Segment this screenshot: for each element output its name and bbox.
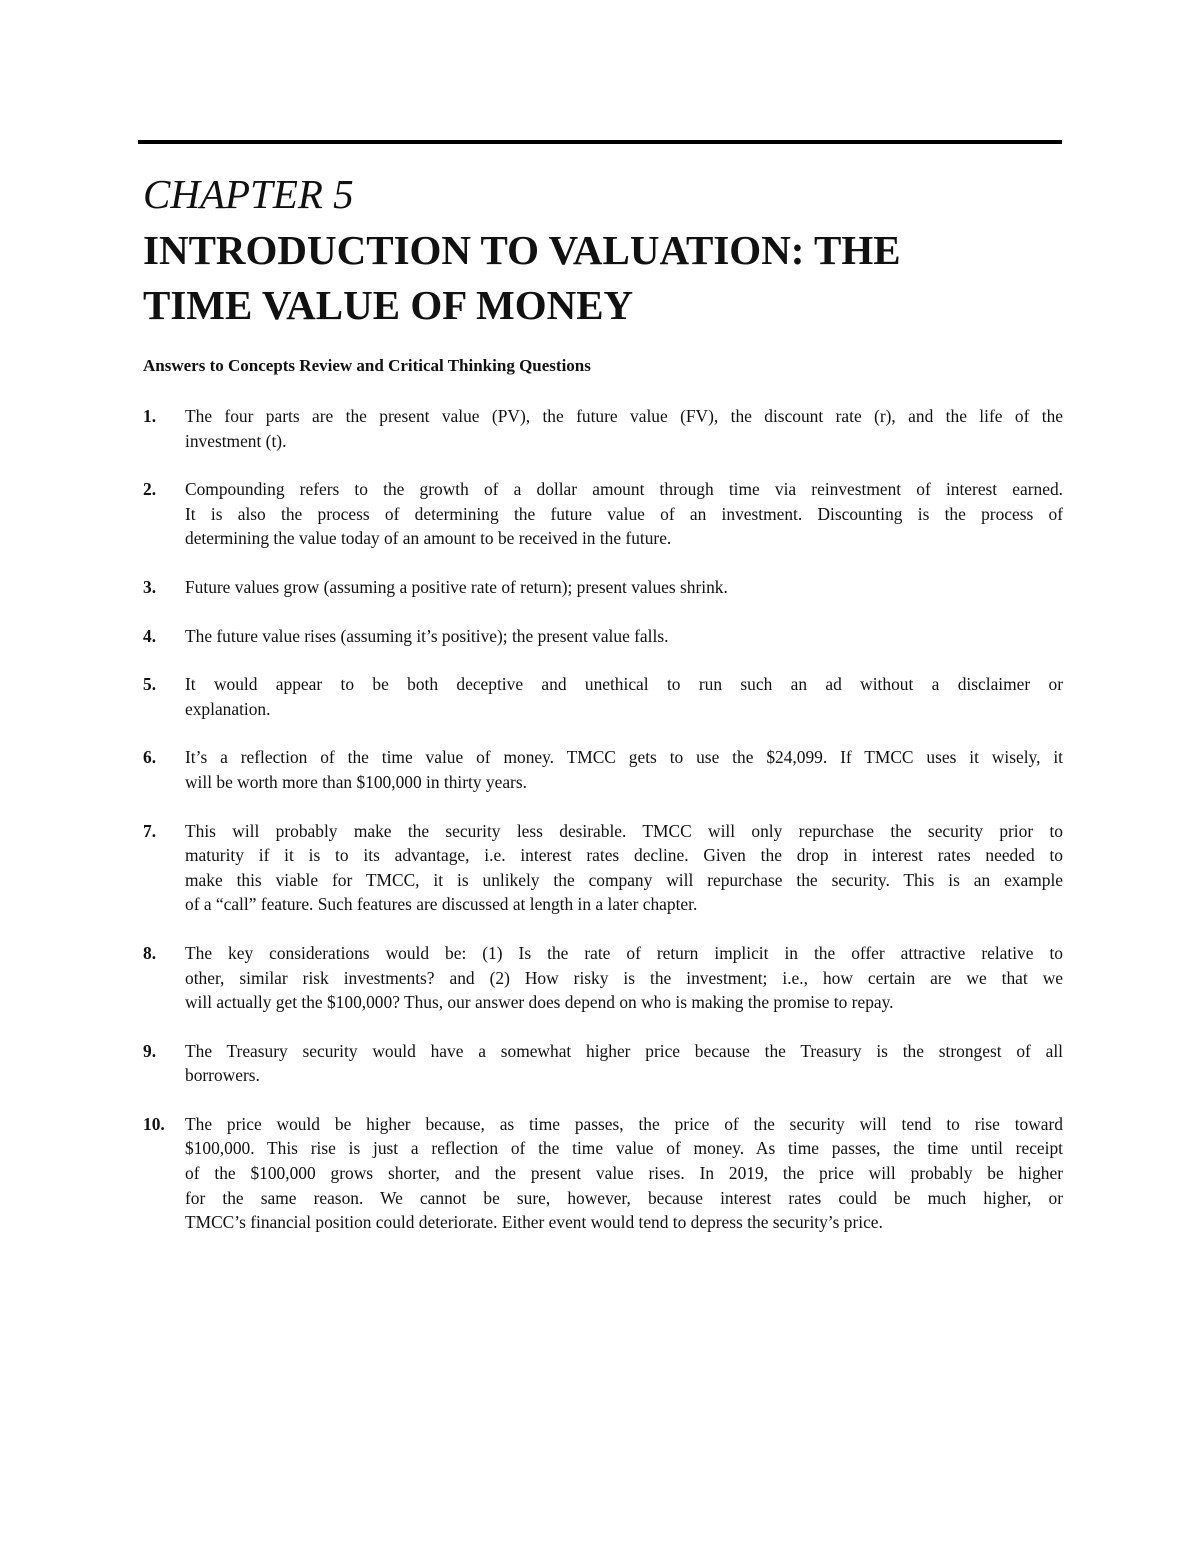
answer-line: This will probably make the security less desirable. TMCC will only repurchase the security prior to: [185, 820, 1063, 841]
answer-text: [185, 404, 1063, 453]
answer-item: [143, 404, 1063, 453]
answer-line: $100,000. This rise is just a reflection of the time value of money. As time passes, the time until receipt: [185, 1138, 1063, 1159]
answer-item: [143, 745, 1063, 794]
answer-text: [185, 575, 1063, 600]
chapter-title: [143, 223, 1063, 333]
answer-line: make this viable for TMCC, it is unlikely the company will repurchase the security. This is an example: [185, 869, 1063, 890]
answer-line: explanation.: [185, 698, 271, 719]
answer-text: [185, 745, 1063, 794]
answer-text: [185, 477, 1063, 551]
answers-list: [143, 404, 1063, 1259]
answer-line: The key considerations would be: (1) Is the rate of return implicit in the offer attractive relative to: [185, 942, 1063, 963]
answer-text: [185, 1112, 1063, 1235]
answer-text: [185, 819, 1063, 917]
answer-line: determining the value today of an amount to be received in the future.: [185, 528, 672, 549]
answer-number: 1.: [143, 406, 157, 426]
answer-item: [143, 624, 1063, 649]
answer-number: 3.: [143, 576, 157, 597]
answer-line: Future values grow (assuming a positive rate of return); present values shrink.: [185, 576, 728, 597]
answer-line: of the $100,000 grows shorter, and the present value rises. In 2019, the price will probably be higher: [185, 1163, 1063, 1184]
answer-number: 4.: [143, 625, 157, 646]
answer-number: 10.: [143, 1113, 165, 1134]
answer-line: of a “call” feature. Such features are discussed at length in a later chapter.: [185, 894, 698, 915]
answer-item: [143, 1112, 1063, 1235]
answer-line: The future value rises (assuming it’s positive); the present value falls.: [185, 625, 669, 646]
answer-number: 9.: [143, 1040, 157, 1061]
chapter-title-line: TIME VALUE OF MONEY: [143, 282, 634, 328]
answer-item: [143, 477, 1063, 551]
answer-item: [143, 819, 1063, 917]
answer-item: [143, 672, 1063, 721]
answer-number: 2.: [143, 479, 157, 500]
answer-line: The four parts are the present value (PV), the future value (FV), the discount rate (r), and the life of the: [185, 406, 1063, 426]
answer-text: [185, 624, 1063, 649]
answer-line: will be worth more than $100,000 in thirty years.: [185, 771, 527, 792]
answer-line: It is also the process of determining the future value of an investment. Discounting is the process of: [185, 503, 1063, 524]
chapter-label: CHAPTER 5: [143, 171, 354, 217]
answer-number: 7.: [143, 820, 157, 841]
answer-text: [185, 941, 1063, 1015]
answer-number: 8.: [143, 942, 157, 963]
answer-item: [143, 1039, 1063, 1088]
answer-line: The Treasury security would have a somewhat higher price because the Treasury is the strongest of all: [185, 1040, 1063, 1061]
answer-line: maturity if it is to its advantage, i.e. interest rates decline. Given the drop in interest rates needed to: [185, 845, 1063, 866]
answer-line: The price would be higher because, as time passes, the price of the security will tend to rise toward: [185, 1113, 1063, 1134]
top-horizontal-rule: [138, 140, 1062, 144]
answer-line: TMCC’s financial position could deteriorate. Either event would tend to depress the security’s price.: [185, 1212, 883, 1233]
answer-line: Compounding refers to the growth of a dollar amount through time via reinvestment of interest earned.: [185, 479, 1063, 500]
answer-line: It’s a reflection of the time value of money. TMCC gets to use the $24,099. If TMCC uses it wisely, it: [185, 747, 1063, 768]
answer-item: [143, 941, 1063, 1015]
answer-line: other, similar risk investments? and (2) How risky is the investment; i.e., how certain are we that we: [185, 967, 1063, 988]
answer-text: [185, 672, 1063, 721]
answer-number: 6.: [143, 747, 157, 768]
answer-number: 5.: [143, 674, 157, 695]
answer-line: for the same reason. We cannot be sure, however, because interest rates could be much higher, or: [185, 1187, 1063, 1208]
answer-line: It would appear to be both deceptive and unethical to run such an ad without a disclaimer or: [185, 674, 1063, 695]
answer-line: borrowers.: [185, 1065, 260, 1086]
answer-text: [185, 1039, 1063, 1088]
chapter-title-line: INTRODUCTION TO VALUATION: THE: [143, 227, 901, 273]
answer-line: will actually get the $100,000? Thus, our answer does depend on who is making the promise to repay.: [185, 992, 894, 1013]
answer-line: investment (t).: [185, 430, 287, 451]
answer-item: [143, 575, 1063, 600]
section-heading: Answers to Concepts Review and Critical Thinking Questions: [143, 356, 591, 375]
